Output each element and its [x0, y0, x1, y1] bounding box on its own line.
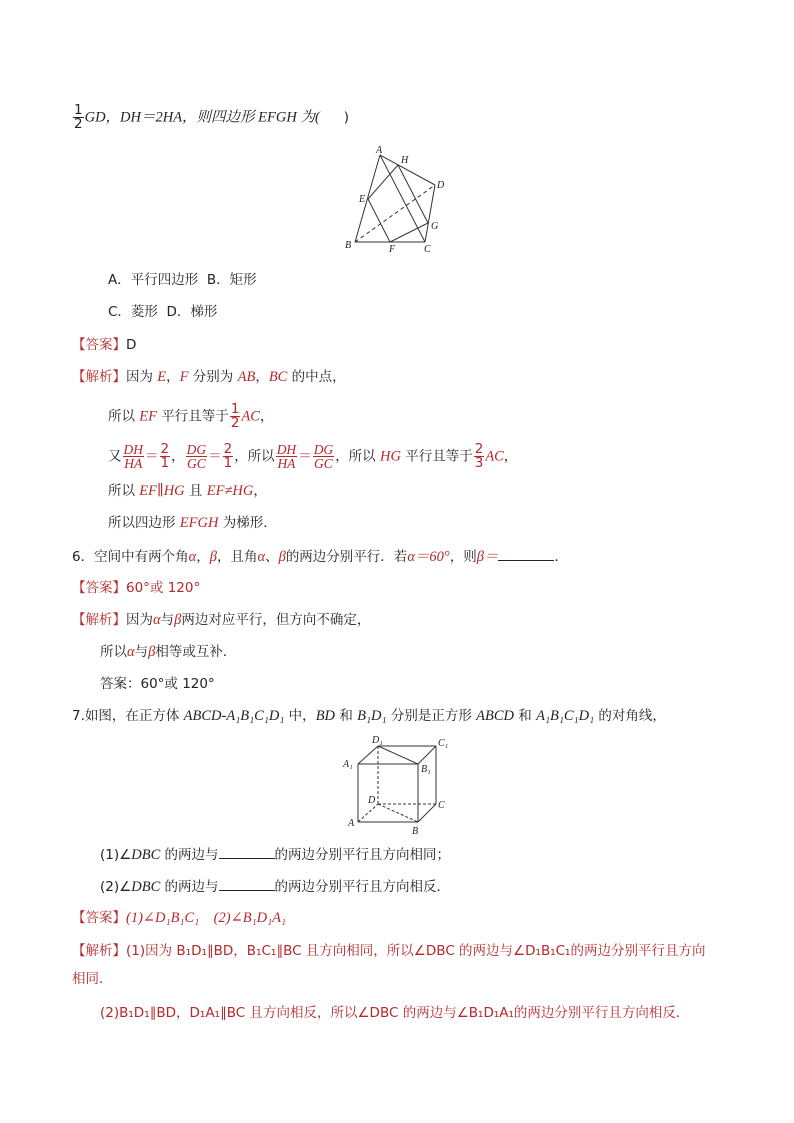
options-row-1	[108, 270, 257, 290]
answer-blank-1[interactable]	[219, 844, 275, 859]
answer-tag: 【答案】	[72, 580, 126, 596]
label-a: A	[348, 818, 355, 829]
options-row-2	[108, 302, 217, 322]
q5-analysis-4: 所以 EF∥HG 且 EF≠HG，	[108, 483, 267, 499]
q7-analysis-1-cont: 相同．	[72, 971, 113, 987]
label-h: H	[401, 155, 409, 166]
quadrilateral-figure	[338, 144, 458, 256]
q6-question: 6．空间中有两个角α，β，且角α、β的两边分别平行．若α＝60°，则β＝ ．	[72, 546, 568, 567]
q6-analysis-1: 【解析】因为α与β两边对应平行，但方向不确定，	[72, 612, 371, 628]
q6-answer: 【答案】60°或 120°	[72, 580, 201, 596]
segment-ef	[368, 199, 390, 242]
label-f: F	[389, 244, 396, 255]
fraction-one-half: $\frac{1}{2}$	[230, 401, 240, 431]
cube-figure	[340, 734, 460, 836]
answer-blank[interactable]	[498, 546, 554, 561]
q5-answer: 【答案】D	[72, 337, 137, 353]
label-c: C	[438, 800, 445, 811]
q6-analysis-2: 所以α与β相等或互补．	[100, 644, 237, 660]
label-b: B	[412, 826, 419, 836]
fraction-half: $\frac{1}{2}$	[74, 102, 83, 132]
label-b: B	[345, 240, 352, 251]
q5-analysis-2: 所以 EF 平行且等于 $\frac{1}{2}$ AC，	[108, 401, 274, 431]
option-a[interactable]: A．平行四边形	[108, 272, 199, 288]
answer-tag: 【答案】	[72, 910, 126, 926]
label-a: A	[376, 145, 383, 156]
segment-hg	[398, 165, 428, 223]
label-d: D	[368, 795, 376, 806]
diagonal-b1d1	[378, 746, 418, 764]
label-e: E	[359, 194, 366, 205]
label-c: C	[424, 244, 431, 255]
analysis-tag: 【解析】	[72, 612, 126, 628]
edge-dc	[425, 185, 435, 242]
question-text: GD，DH＝2HA，则四边形 EFGH 为(	[84, 109, 320, 126]
edge-ac	[380, 155, 425, 242]
option-c[interactable]: C．菱形	[108, 304, 158, 320]
q5-analysis-3: 又 $\frac{DH}{HA}$ ＝ $\frac{2}{1}$ ， $\frac{DG}{GC}$ ＝ $\frac{2}{1}$ ，所以 $\frac{DH}{HA}$ ＝ $\frac{DG}{GC}$ ，所以 HG 平行且等于 $\frac{2}{3}$ AC，	[108, 441, 518, 471]
label-c1: C₁	[438, 738, 449, 749]
diagonal-bd	[378, 804, 418, 822]
option-d[interactable]: D．梯形	[166, 304, 218, 320]
q7-question: 7.如图，在正方体 ABCD-A₁B₁C₁D₁ 中，BD 和 B₁D₁ 分别是正方形 ABCD 和 A₁B₁C₁D₁ 的对角线，	[72, 708, 666, 724]
q7-part-1: (1)∠DBC 的两边与 的两边分别平行且方向相同；	[100, 844, 450, 865]
segment-fg	[390, 223, 428, 242]
label-b1: B₁	[421, 764, 431, 775]
q7-answer: 【答案】(1)∠D₁B₁C₁ (2)∠B₁D₁A₁	[72, 910, 287, 926]
label-d1: D₁	[372, 735, 383, 746]
q6-analysis-3: 答案：60°或 120°	[100, 676, 215, 692]
answer-blank-2[interactable]	[219, 876, 275, 891]
label-a1: A₁	[343, 759, 353, 770]
q7-part-2: (2)∠DBC 的两边与 的两边分别平行且方向相反．	[100, 876, 450, 897]
label-g: G	[431, 221, 439, 232]
analysis-tag: 【解析】	[72, 943, 126, 959]
option-b[interactable]: B．矩形	[206, 272, 257, 288]
label-d: D	[437, 180, 445, 191]
q5-analysis-1: 【解析】因为 E，F 分别为 AB，BC 的中点，	[72, 369, 346, 385]
q7-analysis-2: (2)B₁D₁∥BD，D₁A₁∥BC 且方向相反，所以∠DBC 的两边与∠B₁D₁A₁的两边分别平行且方向相反．	[100, 1005, 690, 1021]
q7-analysis-1: 【解析】(1)因为 B₁D₁∥BD，B₁C₁∥BC 且方向相同，所以∠DBC 的两边与∠D₁B₁C₁的两边分别平行且方向	[72, 943, 706, 959]
q5-analysis-5: 所以四边形 EFGH 为梯形．	[108, 515, 277, 531]
answer-tag: 【答案】	[72, 337, 126, 353]
continued-question-line: $\frac{1}{2}$ GD，DH＝2HA，则四边形 EFGH 为( )	[74, 102, 350, 132]
analysis-tag: 【解析】	[72, 369, 126, 385]
